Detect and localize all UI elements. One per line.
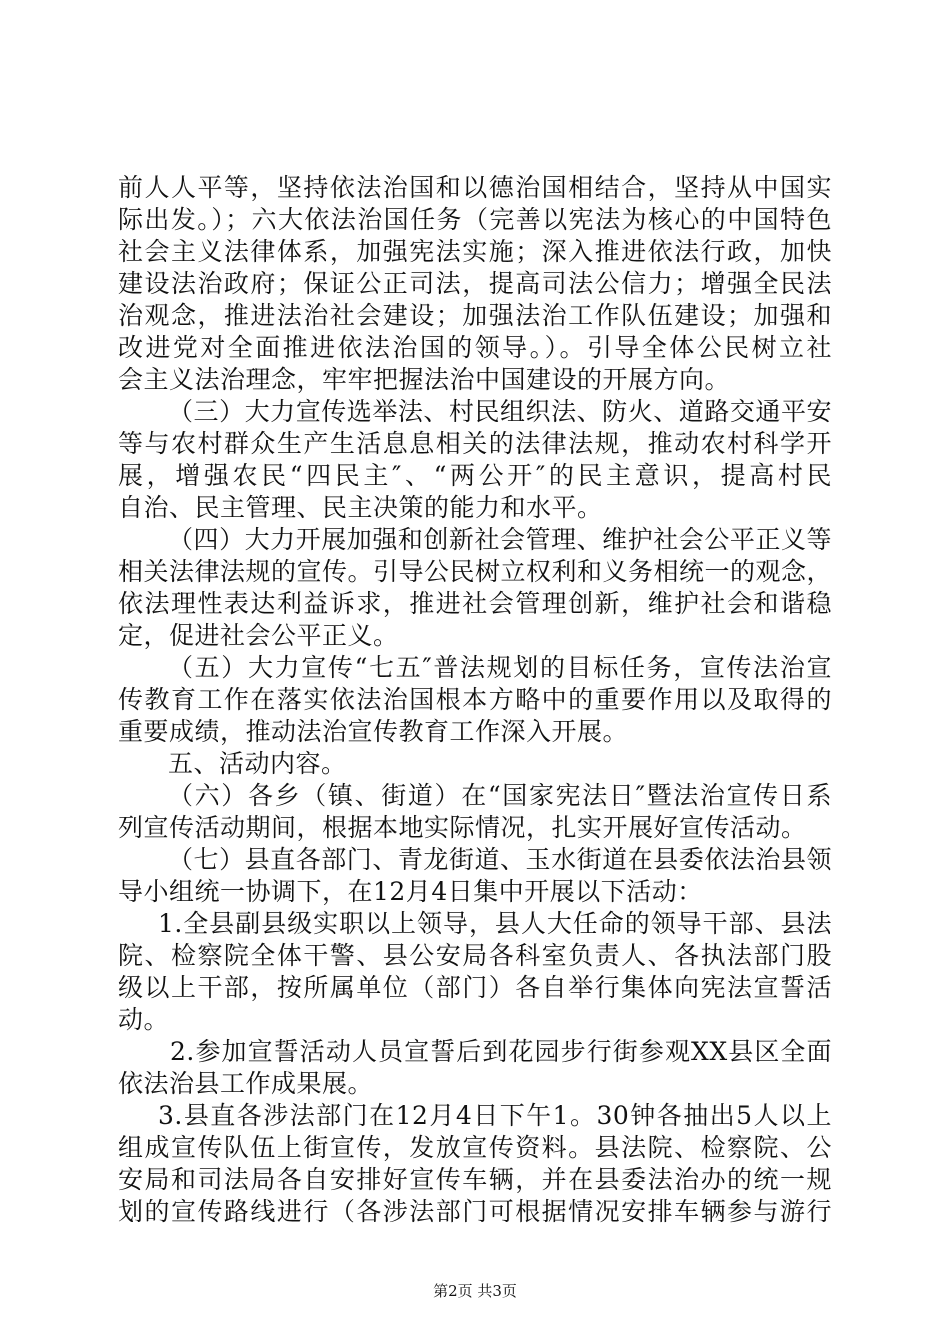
text-line: 传教育工作在落实依法治国根本方略中的重要作用以及取得的 bbox=[118, 685, 832, 714]
text-line: 际出发。）；六大依法治国任务（完善以宪法为核心的中国特色 bbox=[118, 205, 832, 234]
text-line: 等与农村群众生产生活息息相关的法律法规，推动农村科学开 bbox=[118, 429, 832, 458]
text-line: 动。 bbox=[118, 1005, 170, 1034]
text-line: 导小组统一协调下，在12月4日集中开展以下活动： bbox=[118, 877, 703, 906]
paragraph-start-line: （三）大力宣传选举法、村民组织法、防火、道路交通平安 bbox=[168, 397, 832, 426]
text-line: 依法理性表达利益诉求，推进社会管理创新，维护社会和谐稳 bbox=[118, 589, 832, 618]
text-line: 重要成绩，推动法治宣传教育工作深入开展。 bbox=[118, 717, 629, 746]
text-line: 安局和司法局各自安排好宣传车辆，并在县委法治办的统一规 bbox=[118, 1165, 832, 1194]
text-line: 相关法律法规的宣传。引导公民树立权利和义务相统一的观念， bbox=[118, 557, 833, 586]
paragraph-start-line: （四）大力开展加强和创新社会管理、维护社会公平正义等 bbox=[168, 525, 832, 554]
paragraph-start-line: （五）大力宣传“七五″普法规划的目标任务，宣传法治宣 bbox=[168, 653, 832, 682]
text-line: 院、检察院全体干警、县公安局各科室负责人、各执法部门股 bbox=[118, 941, 832, 970]
list-item-start-line: 2.参加宣誓活动人员宣誓后到花园步行街参观XX县区全面 bbox=[170, 1037, 832, 1066]
paragraph-start-line: （七）县直各部门、青龙街道、玉水街道在县委依法治县领 bbox=[168, 845, 832, 874]
text-line: 划的宣传路线进行（各涉法部门可根据情况安排车辆参与游行 bbox=[118, 1197, 832, 1226]
text-line: 会主义法治理念，牢牢把握法治中国建设的开展方向。 bbox=[118, 365, 731, 394]
text-line: 前人人平等，坚持依法治国和以德治国相结合，坚持从中国实 bbox=[118, 173, 832, 202]
text-line: 改进党对全面推进依法治国的领导。）。引导全体公民树立社 bbox=[118, 333, 832, 362]
page-number-footer: 第2页 共3页 bbox=[433, 1282, 517, 1300]
text-line: 展，增强农民“四民主″、“两公开″的民主意识，提高村民 bbox=[118, 461, 832, 490]
paragraph-start-line: （六）各乡（镇、街道）在“国家宪法日″暨法治宣传日系 bbox=[168, 781, 832, 810]
text-line: 社会主义法律体系，加强宪法实施；深入推进依法行政，加快 bbox=[118, 237, 832, 266]
document-body bbox=[118, 172, 832, 1228]
text-line: 依法治县工作成果展。 bbox=[118, 1069, 374, 1098]
text-line: 自治、民主管理、民主决策的能力和水平。 bbox=[118, 493, 603, 522]
text-line: 建设法治政府；保证公正司法，提高司法公信力；增强全民法 bbox=[118, 269, 832, 298]
list-item-start-line: 1.全县副县级实职以上领导，县人大任命的领导干部、县法 bbox=[158, 909, 832, 938]
section-heading: 五、活动内容。 bbox=[168, 749, 347, 778]
text-line: 级以上干部，按所属单位（部门）各自举行集体向宪法宣誓活 bbox=[118, 973, 832, 1002]
text-line: 组成宣传队伍上街宣传，发放宣传资料。县法院、检察院、公 bbox=[118, 1133, 832, 1162]
text-line: 定，促进社会公平正义。 bbox=[118, 621, 399, 650]
list-item-start-line: 3.县直各涉法部门在12月4日下午1。30钟各抽出5人以上 bbox=[158, 1101, 832, 1130]
text-line: 治观念，推进法治社会建设；加强法治工作队伍建设；加强和 bbox=[118, 301, 832, 330]
text-line: 列宣传活动期间，根据本地实际情况，扎实开展好宣传活动。 bbox=[118, 813, 807, 842]
